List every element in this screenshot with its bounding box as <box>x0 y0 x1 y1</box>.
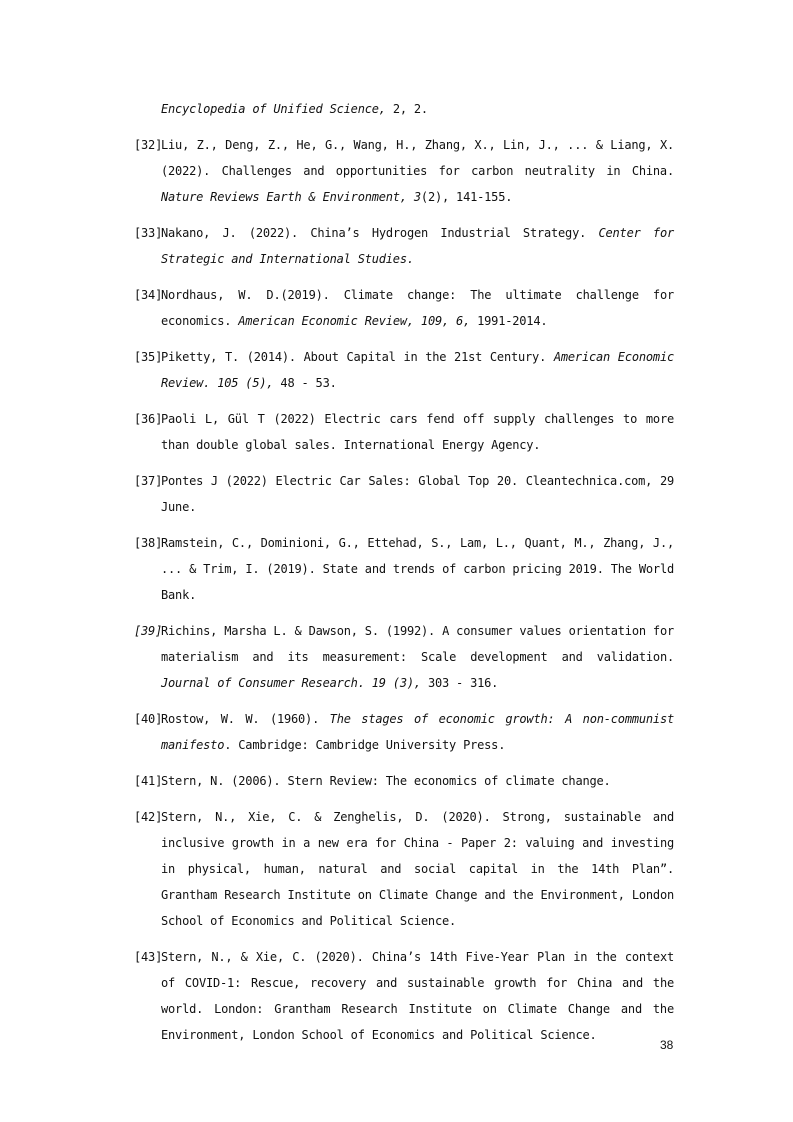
reference-number: [37] <box>134 474 163 488</box>
reference-number: [39] <box>134 624 163 638</box>
reference-text: 48 - 53. <box>273 376 337 390</box>
reference-italic-text: Center for Strategic and International Studies. <box>161 226 675 266</box>
reference-entry <box>134 944 674 1048</box>
reference-entry <box>134 768 674 794</box>
reference-text: Piketty, T. (2014). About Capital in the 21st Century. <box>161 350 554 364</box>
reference-text: Stern, N., & Xie, C. (2020). China’s 14th Five-Year Plan in the context of COVID-1: Rescue, recovery and sustainable growth for China and the world. London: Grantham Research Institute on Climate Change and the Environment, London School of Economics and Political Science. <box>161 950 674 1042</box>
reference-text: Ramstein, C., Dominioni, G., Ettehad, S., Lam, L., Quant, M., Zhang, J., ... & Trim, I. (2019). State and trends of carbon pricing 2019. The World Bank. <box>161 536 674 602</box>
reference-list <box>134 96 674 1058</box>
reference-text: Liu, Z., Deng, Z., He, G., Wang, H., Zhang, X., Lin, J., ... & Liang, X. (2022). Challenges and opportunities for carbon neutrality in China. <box>161 138 674 178</box>
reference-number: [36] <box>134 412 163 426</box>
reference-number: [33] <box>134 226 163 240</box>
reference-italic-text: American Economic Review, 109, 6, <box>238 314 471 328</box>
reference-number: [42] <box>134 810 163 824</box>
reference-entry <box>134 706 674 758</box>
reference-number: [35] <box>134 350 163 364</box>
reference-text: Stern, N., Xie, C. & Zenghelis, D. (2020). Strong, sustainable and inclusive growth in a new era for China - Paper 2: valuing and investing in physical, human, natural and social capital in the 14th Plan”. Grantham Research Institute on Climate Change and the Environment, London School of Economics and Political Science. <box>161 810 674 928</box>
reference-text: Paoli L, Gül T (2022) Electric cars fend off supply challenges to more than double global sales. International Energy Agency. <box>161 412 674 452</box>
reference-number: [41] <box>134 774 163 788</box>
reference-entry <box>134 132 674 210</box>
reference-italic-text: American Economic Review. 105 (5), <box>161 350 674 390</box>
reference-entry <box>134 530 674 608</box>
reference-text: (2), 141-155. <box>420 190 513 204</box>
reference-number: [43] <box>134 950 163 964</box>
reference-text: Pontes J (2022) Electric Car Sales: Global Top 20. Cleantechnica.com, 29 June. <box>161 474 674 514</box>
reference-number: [40] <box>134 712 163 726</box>
reference-entry <box>134 282 674 334</box>
reference-text: Nakano, J. (2022). China’s Hydrogen Industrial Strategy. <box>161 226 599 240</box>
page-number: 38 <box>660 1038 674 1052</box>
reference-text: 2, 2. <box>385 102 428 116</box>
reference-entry <box>134 468 674 520</box>
reference-text: Richins, Marsha L. & Dawson, S. (1992). A consumer values orientation for materialism and its measurement: Scale development and validation. <box>161 624 674 664</box>
reference-italic-text: Journal of Consumer Research. 19 (3), <box>161 676 421 690</box>
reference-entry <box>134 804 674 934</box>
reference-italic-text: Encyclopedia of Unified Science, <box>161 102 386 116</box>
reference-text: . Cambridge: Cambridge University Press. <box>224 738 506 752</box>
reference-continuation <box>134 96 674 122</box>
reference-text: Nordhaus, W. D.(2019). Climate change: The ultimate challenge for economics. <box>161 288 674 328</box>
reference-text: Rostow, W. W. (1960). <box>161 712 330 726</box>
reference-text: 303 - 316. <box>420 676 499 690</box>
reference-entry <box>134 344 674 396</box>
reference-italic-text: Nature Reviews Earth & Environment, 3 <box>161 190 421 204</box>
reference-entry <box>134 406 674 458</box>
reference-entry <box>134 618 674 696</box>
reference-text: Stern, N. (2006). Stern Review: The economics of climate change. <box>161 774 611 788</box>
reference-number: [32] <box>134 138 163 152</box>
reference-number: [38] <box>134 536 163 550</box>
reference-number: [34] <box>134 288 163 302</box>
reference-entry <box>134 220 674 272</box>
reference-text: 1991-2014. <box>470 314 548 328</box>
reference-italic-text: The stages of economic growth: A non-communist manifesto <box>161 712 674 752</box>
